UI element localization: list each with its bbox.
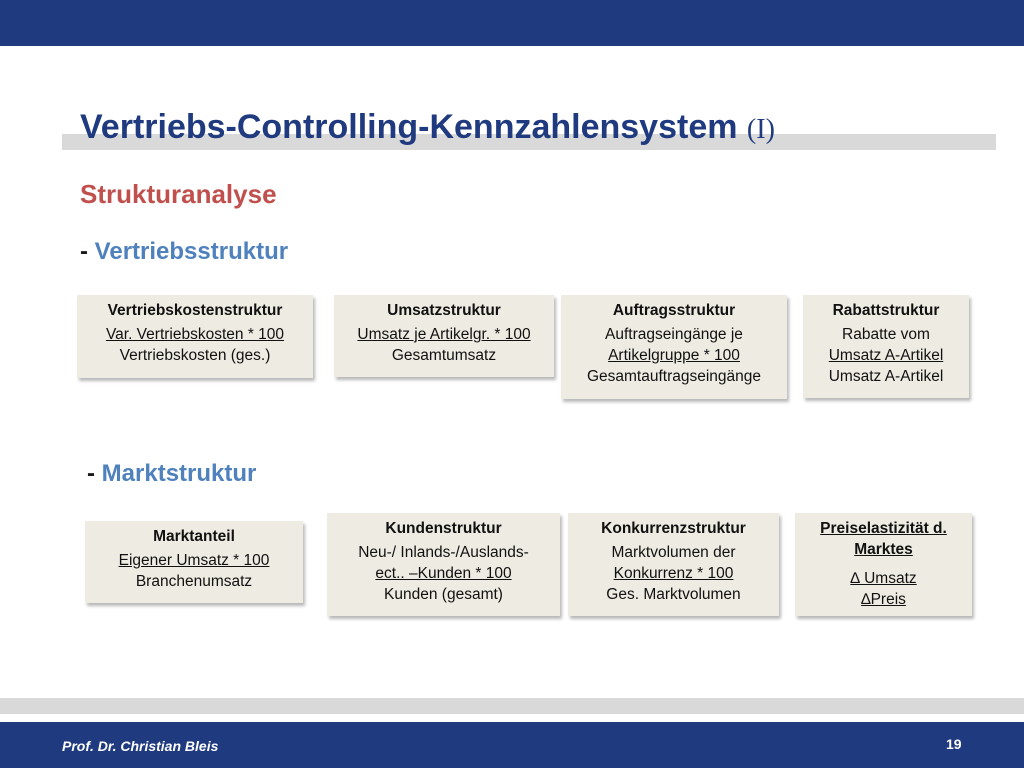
slide-title-text: Vertriebs-Controlling-Kennzahlensystem	[80, 108, 738, 146]
kpi-formula-numerator: Var. Vertriebskosten * 100	[105, 326, 285, 343]
kpi-box-title: Rabattstruktur	[832, 302, 940, 319]
kpi-box-kundenstruktur	[327, 513, 560, 616]
top-bar	[0, 0, 1024, 46]
section-label: Vertriebsstruktur	[94, 238, 289, 265]
section-dash: -	[80, 238, 88, 265]
kpi-box-title: Marktanteil	[153, 528, 235, 545]
section-dash: -	[87, 460, 95, 487]
kpi-formula-denominator: Vertriebskosten (ges.)	[119, 347, 271, 364]
kpi-formula-numerator: ∆ Umsatz	[850, 570, 917, 587]
kpi-formula-numerator-line1: Rabatte vom	[842, 326, 930, 343]
kpi-box-umsatzstruktur	[334, 295, 554, 377]
kpi-box-title: Auftragsstruktur	[612, 302, 736, 319]
kpi-box-title: Vertriebskostenstruktur	[107, 302, 283, 319]
kpi-formula-denominator: Ges. Marktvolumen	[606, 586, 741, 603]
kpi-box-vertriebskostenstruktur	[77, 295, 313, 378]
kpi-box-konkurrenzstruktur	[568, 513, 779, 616]
kpi-box-title: Umsatzstruktur	[387, 302, 501, 319]
slide-subtitle: Strukturanalyse	[80, 179, 277, 209]
slide-title-suffix: (I)	[746, 114, 775, 145]
kpi-formula-denominator: Umsatz A-Artikel	[828, 368, 944, 385]
kpi-box-rabattstruktur	[803, 295, 969, 398]
footer-author: Prof. Dr. Christian Bleis	[62, 738, 219, 754]
kpi-formula-numerator: Umsatz je Artikelgr. * 100	[357, 326, 531, 343]
kpi-box-title: Konkurrenzstruktur	[601, 520, 746, 537]
kpi-formula-numerator: Eigener Umsatz * 100	[118, 552, 270, 569]
kpi-formula-numerator-line1: Auftragseingänge je	[605, 326, 743, 343]
kpi-box-auftragsstruktur	[561, 295, 787, 399]
kpi-formula-numerator-line1: Neu-/ Inlands-/Auslands-	[358, 544, 529, 561]
kpi-formula-denominator: Gesamtumsatz	[391, 347, 497, 364]
section-label: Marktstruktur	[101, 460, 257, 487]
kpi-box-marktanteil	[85, 521, 303, 603]
section-heading-marktstruktur	[87, 459, 256, 489]
kpi-box-preiselastizitaet	[795, 513, 972, 616]
kpi-formula-numerator-line2: Umsatz A-Artikel	[828, 347, 944, 364]
kpi-formula-denominator: Gesamtauftragseingänge	[586, 368, 762, 385]
section-heading-vertriebsstruktur	[80, 237, 288, 267]
footer-page-number: 19	[946, 736, 962, 752]
kpi-formula-denominator: Kunden (gesamt)	[384, 586, 503, 603]
kpi-formula-numerator-line2: Konkurrenz * 100	[613, 565, 734, 582]
kpi-box-title: Preiselastizität d. Marktes	[820, 520, 947, 558]
kpi-formula-denominator: ∆Preis	[861, 591, 906, 608]
slide-title	[80, 105, 775, 152]
kpi-box-title: Kundenstruktur	[385, 520, 502, 537]
kpi-formula-numerator-line2: ect.. –Kunden * 100	[375, 565, 512, 582]
kpi-formula-numerator-line1: Marktvolumen der	[611, 544, 736, 561]
kpi-formula-numerator-line2: Artikelgruppe * 100	[608, 347, 740, 364]
kpi-formula-denominator: Branchenumsatz	[135, 573, 253, 590]
footer-gray-bar	[0, 698, 1024, 714]
